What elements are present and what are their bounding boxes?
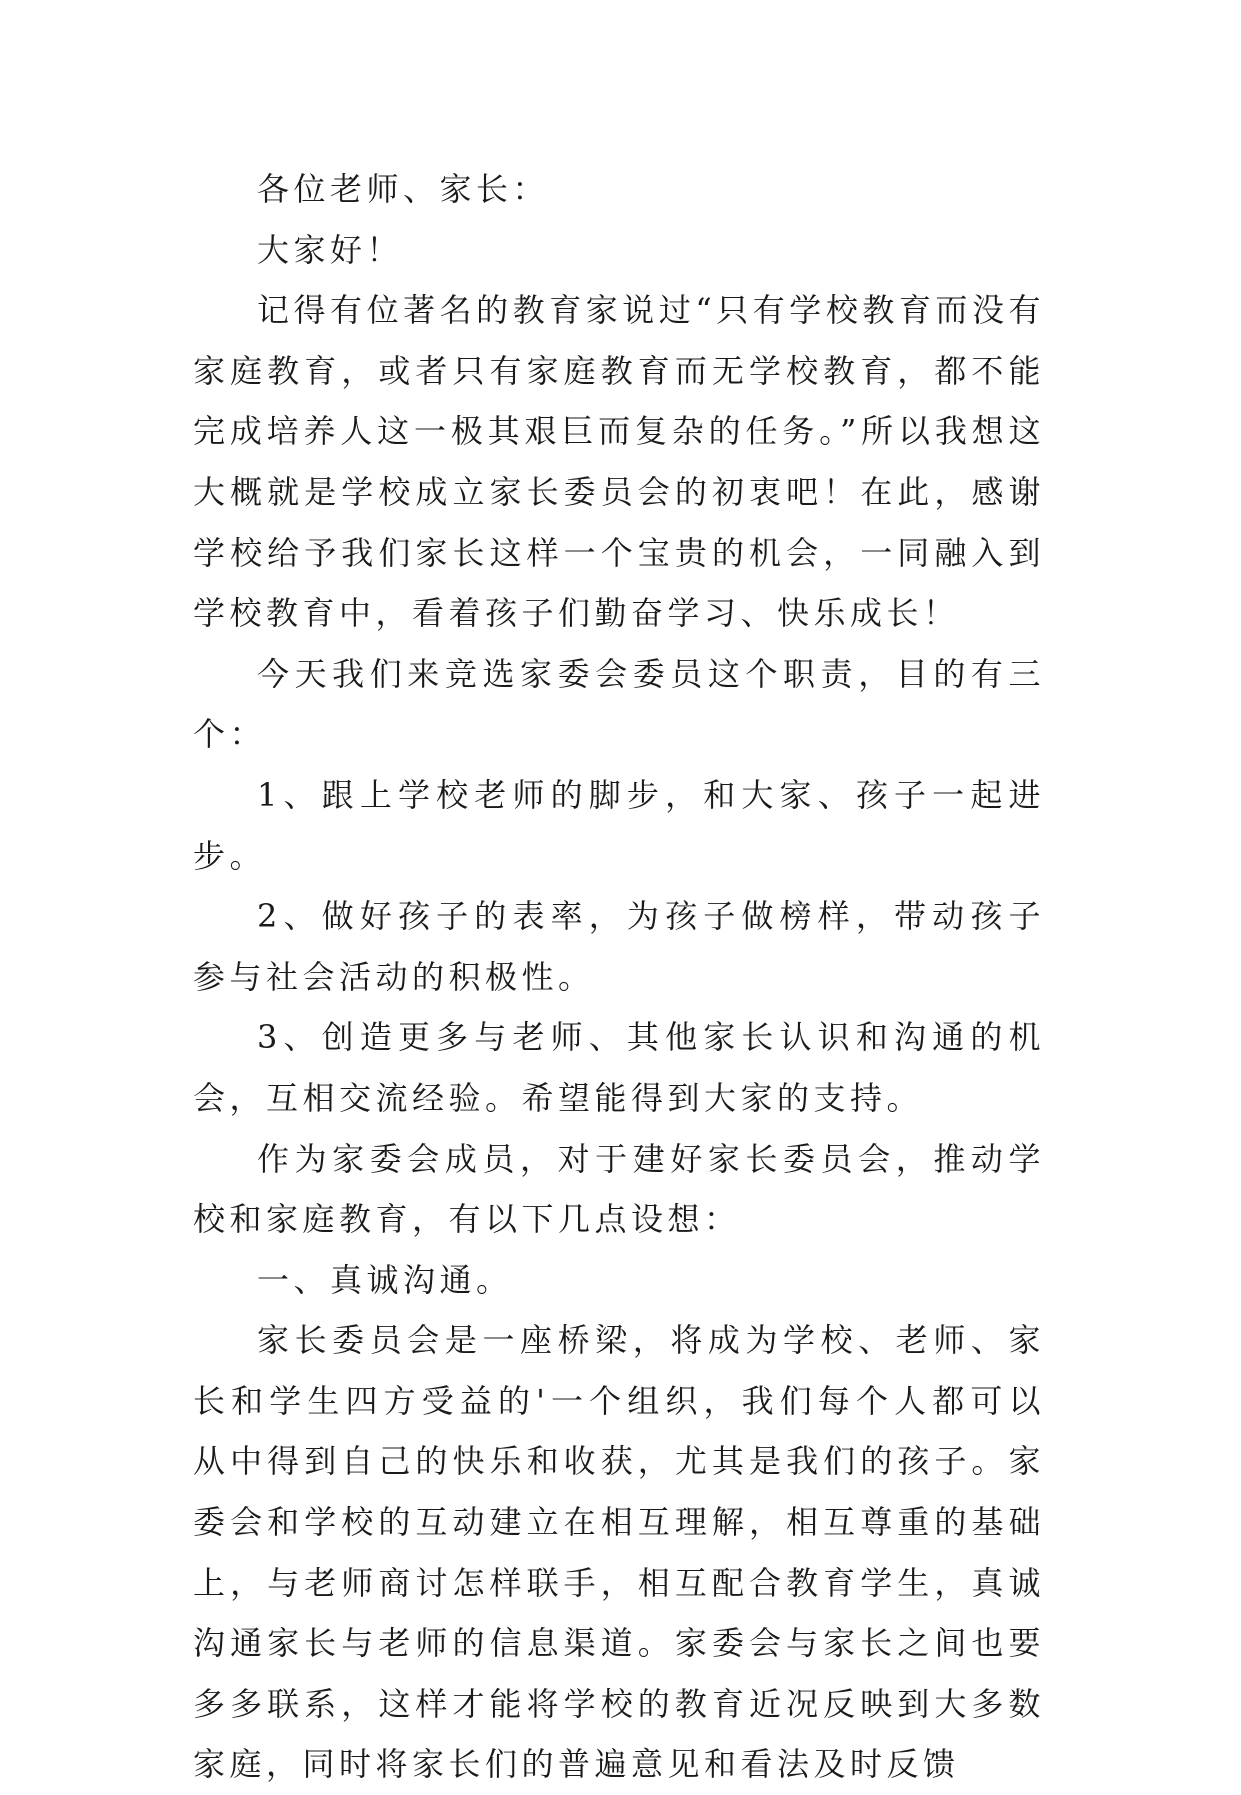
- list-item-1: 1、跟上学校老师的脚步，和大家、孩子一起进步。: [193, 775, 1045, 875]
- section-heading-1: 一、真诚沟通。: [257, 1260, 513, 1299]
- salutation: 各位老师、家长：: [257, 170, 550, 208]
- paragraph-purpose: 今天我们来竞选家委会委员这个职责，目的有三个：: [193, 654, 1045, 754]
- list-item-3: 3、创造更多与老师、其他家长认识和沟通的机会，互相交流经验。希望能得到大家的支持。: [193, 1018, 1045, 1117]
- paragraph-communication: 家长委员会是一座桥梁，将成为学校、老师、家长和学生四方受益的'一个组织，我们每个人都可以从中得到自己的快乐和收获，尤其是我们的孩子。家委会和学校的互动建立在相互理解，相互尊重的基础上，与老师商讨怎样联手，相互配合教育学生，真诚沟通家长与老师的信息渠道。家委会与家长之间也要多多联系，这样才能将学校的教育近况反映到大多数家庭，同时将家长们的普遍意见和看法及时反馈: [193, 1321, 1045, 1784]
- paragraph-plan: 作为家委会成员，对于建好家长委员会，推动学校和家庭教育，有以下几点设想：: [193, 1139, 1045, 1239]
- greeting: 大家好！: [257, 230, 404, 269]
- document-body: [193, 159, 1045, 1795]
- paragraph-intro: 记得有位著名的教育家说过“只有学校教育而没有家庭教育，或者只有家庭教育而无学校教育，都不能完成培养人这一极其艰巨而复杂的任务。”所以我想这大概就是学校成立家长委员会的初衷吧！在此，感谢学校给予我们家长这样一个宝贵的机会，一同融入到学校教育中，看着孩子们勤奋学习、快乐成长！: [193, 291, 1045, 633]
- list-item-2: 2、做好孩子的表率，为孩子做榜样，带动孩子参与社会活动的积极性。: [193, 897, 1045, 996]
